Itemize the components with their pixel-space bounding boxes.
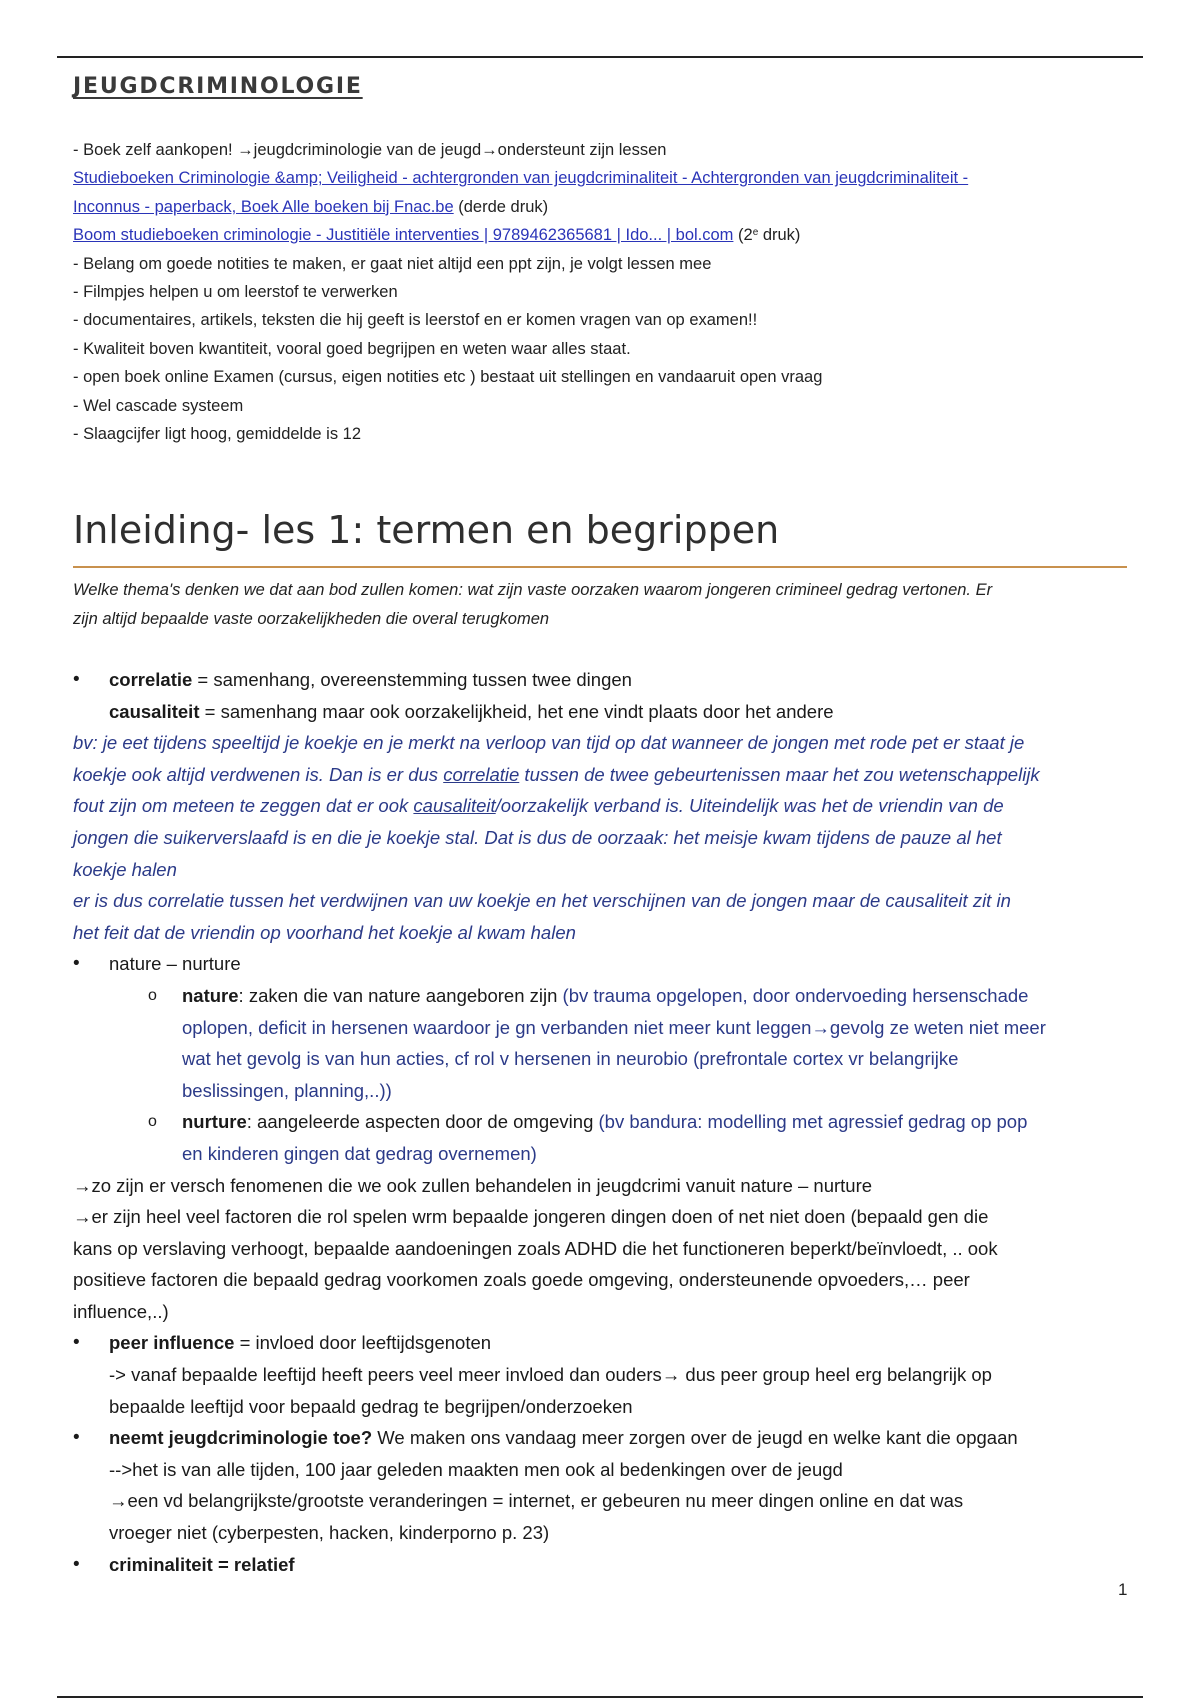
example-text: /oorzakelijk verband is. Uiteindelijk was het de vriendin van de xyxy=(495,795,1004,817)
term: nature xyxy=(182,984,239,1006)
example-text: fout zijn om meteen te zeggen dat er ook xyxy=(73,795,414,817)
peer-cont: -> vanaf bepaalde leeftijd heeft peers veel meer invloed dan ouders→ dus peer group heel erg belangrijk op xyxy=(109,1364,992,1386)
fnac-link-cont[interactable]: Inconnus - paperback, Boek Alle boeken bij Fnac.be xyxy=(73,197,454,216)
intro-line: - open boek online Examen (cursus, eigen notities etc ) bestaat uit stellingen en vandaaruit open vraag xyxy=(73,368,823,387)
section-heading: Inleiding- les 1: termen en begrippen xyxy=(73,508,780,552)
footer-rule xyxy=(57,1696,1143,1698)
term: correlatie xyxy=(109,669,193,690)
intro-notes xyxy=(73,136,1153,448)
intro-line: - documentaires, artikels, teksten die hij geeft is leerstof en er komen vragen van op examen!! xyxy=(73,311,758,330)
term: causaliteit xyxy=(109,700,200,722)
definition: We maken ons vandaag meer zorgen over de jeugd en welke kant die opgaan xyxy=(372,1427,1018,1449)
nature-cont: wat het gevolg is van hun acties, cf rol v hersenen in neurobio (prefrontale cortex vr belangrijke xyxy=(182,1048,959,1070)
edition-note: (2 xyxy=(733,226,753,245)
term: criminaliteit = relatief xyxy=(109,1553,295,1575)
example-text: (bv trauma opgelopen, door ondervoeding hersenschade xyxy=(562,984,1029,1006)
definition: = samenhang maar ook oorzakelijkheid, het ene vindt plaats door het andere xyxy=(199,700,834,722)
subbullet-nature xyxy=(73,980,1143,1012)
definition: = invloed door leeftijdsgenoten xyxy=(234,1332,492,1354)
fnac-link[interactable]: Studieboeken Criminologie &amp; Veiligheid - achtergronden van jeugdcriminaliteit - Achtergronden van jeugdcriminaliteit - xyxy=(73,169,969,188)
intro-line xyxy=(73,193,1153,221)
neemt-cont: vroeger niet (cyberpesten, hacken, kinderporno p. 23) xyxy=(109,1522,550,1544)
intro-line: - Filmpjes helpen u om leerstof te verwerken xyxy=(73,283,398,302)
bol-link[interactable]: Boom studieboeken criminologie - Justitiële interventies | 9789462365681 | Ido... | bol.com xyxy=(73,226,734,245)
paragraph-line: positieve factoren die bepaald gedrag voorkomen zoals goede omgeving, ondersteunende opvoeders,… peer xyxy=(73,1269,970,1291)
intro-line: - Boek zelf aankopen! →jeugdcriminologie van de jeugd→ondersteunt zijn lessen xyxy=(73,141,667,159)
causaliteit-line xyxy=(73,696,1143,728)
intro-line: - Wel cascade systeem xyxy=(73,396,244,415)
bullet-peer-influence xyxy=(73,1327,1143,1359)
intro-line: - Slaagcijfer ligt hoog, gemiddelde is 12 xyxy=(73,425,362,444)
document-title: JEUGDCRIMINOLOGIE xyxy=(73,74,363,99)
edition-note: druk) xyxy=(758,226,801,245)
section-intro-line: Welke thema's denken we dat aan bod zullen komen: wat zijn vaste oorzaken waarom jongeren crimineel gedrag vertonen. Er xyxy=(73,581,993,599)
term: nurture xyxy=(182,1111,247,1133)
example-line: koekje halen xyxy=(73,858,177,880)
paragraph-line: →er zijn heel veel factoren die rol spelen wrm bepaalde jongeren dingen doen of net niet doen (bepaald gen die xyxy=(73,1206,989,1228)
example-line: jongen die suikerverslaafd is en die je koekje stal. Dat is dus de oorzaak: het meisje kwam tijdens de pauze al het xyxy=(73,826,1002,848)
intro-line: - Belang om goede notities te maken, er gaat niet altijd een ppt zijn, je volgt lessen mee xyxy=(73,254,712,273)
neemt-cont: →een vd belangrijkste/grootste veranderingen = internet, er gebeuren nu meer dingen online en dat was xyxy=(109,1490,964,1512)
example-line xyxy=(73,790,1143,822)
page-number: 1 xyxy=(1118,1580,1128,1599)
intro-line xyxy=(73,221,1153,249)
example-text: (bv bandura: modelling met agressief gedrag op pop xyxy=(598,1111,1028,1133)
term: peer influence xyxy=(109,1332,235,1354)
nature-cont: oplopen, deficit in hersenen waardoor je gn verbanden niet meer kunt leggen→gevolg ze weten niet meer xyxy=(182,1016,1046,1038)
underlined-term: correlatie xyxy=(443,763,520,785)
intro-line: - Kwaliteit boven kwantiteit, vooral goed begrijpen en weten waar alles staat. xyxy=(73,339,631,358)
section-body xyxy=(73,664,1143,1580)
paragraph-line: kans op verslaving verhoogt, bepaalde aandoeningen zoals ADHD die het functioneren beperkt/beïnvloedt, .. ook xyxy=(73,1237,998,1259)
definition: : zaken die van nature aangeboren zijn xyxy=(238,984,563,1006)
nature-cont: beslissingen, planning,..)) xyxy=(182,1079,392,1101)
nurture-cont: en kinderen gingen dat gedrag overnemen) xyxy=(182,1142,537,1164)
paragraph-line: →zo zijn er versch fenomenen die we ook zullen behandelen in jeugdcrimi vanuit nature – nurture xyxy=(73,1174,873,1196)
intro-line xyxy=(73,164,1153,192)
underlined-term: causaliteit xyxy=(413,795,496,817)
peer-cont: bepaalde leeftijd voor bepaald gedrag te begrijpen/onderzoeken xyxy=(109,1395,633,1417)
definition: = samenhang, overeenstemming tussen twee dingen xyxy=(192,669,632,690)
definition: : aangeleerde aspecten door de omgeving xyxy=(246,1111,599,1133)
bullet-nature-nurture: • nature – nurture xyxy=(73,948,1143,980)
neemt-cont: -->het is van alle tijden, 100 jaar geleden maakten men ook al bedenkingen over de jeugd xyxy=(109,1458,843,1480)
example-line: bv: je eet tijdens speeltijd je koekje en je merkt na verloop van tijd op dat wanneer de jongen met rode pet er staat je xyxy=(73,732,1025,754)
term: neemt jeugdcriminologie toe? xyxy=(109,1427,373,1449)
example-text: koekje ook altijd verdwenen is. Dan is er dus xyxy=(73,763,444,785)
section-intro xyxy=(73,576,1133,634)
section-intro-line: zijn altijd bepaalde vaste oorzakelijkheden die overal terugkomen xyxy=(73,610,550,628)
bullet-criminaliteit xyxy=(73,1549,1143,1581)
edition-note: (derde druk) xyxy=(453,197,549,216)
example-line: het feit dat de vriendin op voorhand het koekje al kwam halen xyxy=(73,921,576,943)
edition-sup: e xyxy=(752,227,759,239)
heading-rule xyxy=(73,566,1127,568)
example-line: er is dus correlatie tussen het verdwijnen van uw koekje en het verschijnen van de jongen maar de causaliteit zit in xyxy=(73,890,1011,912)
example-text: tussen de twee gebeurtenissen maar het zou wetenschappelijk xyxy=(519,763,1040,785)
subbullet-nurture xyxy=(73,1106,1143,1138)
bullet-neemt-toe xyxy=(73,1422,1143,1454)
paragraph-line: influence,..) xyxy=(73,1300,169,1322)
example-line xyxy=(73,759,1143,791)
bullet-correlatie xyxy=(73,664,1143,696)
header-rule xyxy=(57,56,1143,58)
